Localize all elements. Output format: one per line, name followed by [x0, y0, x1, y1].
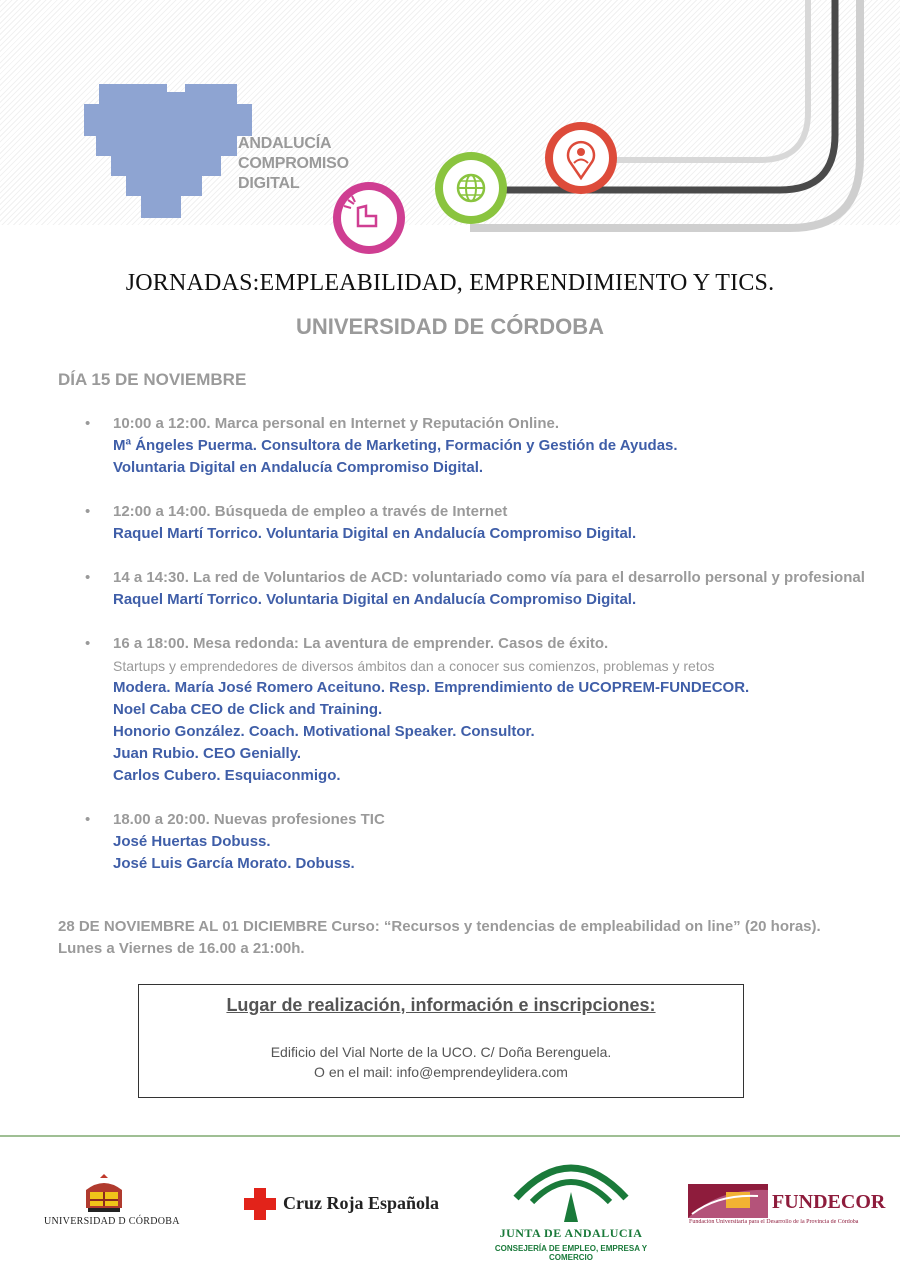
track-light-line: [470, 0, 860, 228]
agenda-item-heading: 12:00 a 14:00. Búsqueda de empleo a través de Internet: [113, 503, 508, 520]
agenda-list: [85, 413, 875, 897]
info-box: [138, 984, 744, 1098]
agenda-item: [85, 413, 875, 479]
info-mail[interactable]: O en el mail: info@emprendeylidera.com: [314, 1064, 568, 1080]
logo-line: COMPROMISO: [238, 155, 349, 172]
agenda-item: [85, 567, 875, 611]
cruz-roja-logo-text: Cruz Roja Española: [283, 1193, 440, 1213]
day-label: DÍA 15 DE NOVIEMBRE: [58, 370, 247, 389]
bullet-icon: •: [85, 635, 91, 652]
speaker: Raquel Martí Torrico. Voluntaria Digital en Andalucía Compromiso Digital.: [113, 591, 637, 608]
agenda-item: [85, 501, 875, 545]
location-pin-icon: [545, 122, 617, 194]
junta-logo-text: JUNTA DE ANDALUCIA: [499, 1226, 643, 1240]
bullet-icon: •: [85, 415, 91, 432]
pixel-heart-icon: [84, 84, 252, 218]
speaker: Carlos Cubero. Esquiaconmigo.: [113, 767, 341, 784]
bullet-icon: •: [85, 569, 91, 586]
speaker: Modera. María José Romero Aceituno. Resp. Emprendimiento de UCOPREM-FUNDECOR.: [113, 679, 750, 696]
bullet-icon: •: [85, 811, 91, 828]
agenda-item-heading: 14 a 14:30. La red de Voluntarios de ACD: voluntariado como vía para el desarrollo personal y profesional: [113, 569, 865, 586]
agenda-item: [85, 809, 875, 875]
red-cross-icon: [242, 1186, 278, 1222]
agenda-item-heading: 10:00 a 12:00. Marca personal en Internet y Reputación Online.: [113, 415, 559, 432]
speaker: Raquel Martí Torrico. Voluntaria Digital en Andalucía Compromiso Digital.: [113, 525, 637, 542]
page-title: JORNADAS:EMPLEABILIDAD, EMPRENDIMIENTO Y TICS.: [125, 270, 775, 296]
uco-logo-text: UNIVERSIDAD D CÓRDOBA: [44, 1216, 180, 1227]
logo-line: DIGITAL: [238, 175, 300, 192]
speaker: Voluntaria Digital en Andalucía Compromiso Digital.: [113, 459, 484, 476]
agenda-item-heading: 18.00 a 20:00. Nuevas profesiones TIC: [113, 811, 385, 828]
info-details: [139, 1042, 743, 1082]
fundecor-emblem-icon: [688, 1184, 768, 1218]
speaker: José Huertas Dobuss.: [113, 833, 271, 850]
uco-crest-icon: [78, 1172, 130, 1216]
agenda-item: [85, 633, 875, 787]
fundecor-logo-text: FUNDECOR: [772, 1191, 886, 1213]
page-subtitle: UNIVERSIDAD DE CÓRDOBA: [295, 314, 605, 339]
speaker: Noel Caba CEO de Click and Training.: [113, 701, 383, 718]
agenda-item-heading: 16 a 18:00. Mesa redonda: La aventura de emprender. Casos de éxito.: [113, 635, 609, 652]
footer-divider: [0, 1135, 900, 1137]
course-description: 28 DE NOVIEMBRE AL 01 DICIEMBRE Curso: “Recursos y tendencias de empleabilidad on line” (20 horas). Lunes a Viernes de 16.00 a 21:00h.: [58, 918, 821, 957]
globe-icon: [435, 152, 507, 224]
info-title: Lugar de realización, información e inscripciones:: [226, 995, 656, 1015]
info-address: Edificio del Vial Norte de la UCO. C/ Doña Berenguela.: [270, 1044, 612, 1060]
speaker: José Luis García Morato. Dobuss.: [113, 855, 355, 872]
agenda-item-note: Startups y emprendedores de diversos ámbitos dan a conocer sus comienzos, problemas y retos: [113, 658, 715, 674]
junta-logo-subtitle: CONSEJERÍA DE EMPLEO, EMPRESA Y COMERCIO: [494, 1244, 648, 1262]
andalucia-compromiso-digital-logo: [238, 134, 368, 194]
fundecor-logo-subtitle: Fundación Universitaria para el Desarrollo de la Provincia de Córdoba: [689, 1219, 859, 1225]
logo-line: ANDALUCÍA: [238, 135, 332, 152]
speaker: Mª Ángeles Puerma. Consultora de Marketing, Formación y Gestión de Ayudas.: [113, 437, 678, 454]
track-inner-line: [575, 0, 808, 160]
speaker: Juan Rubio. CEO Genially.: [113, 745, 302, 762]
banner-graphic: [0, 0, 900, 260]
junta-andalucia-emblem-icon: [510, 1152, 632, 1226]
bullet-icon: •: [85, 503, 91, 520]
speaker: Honorio González. Coach. Motivational Speaker. Consultor.: [113, 723, 535, 740]
